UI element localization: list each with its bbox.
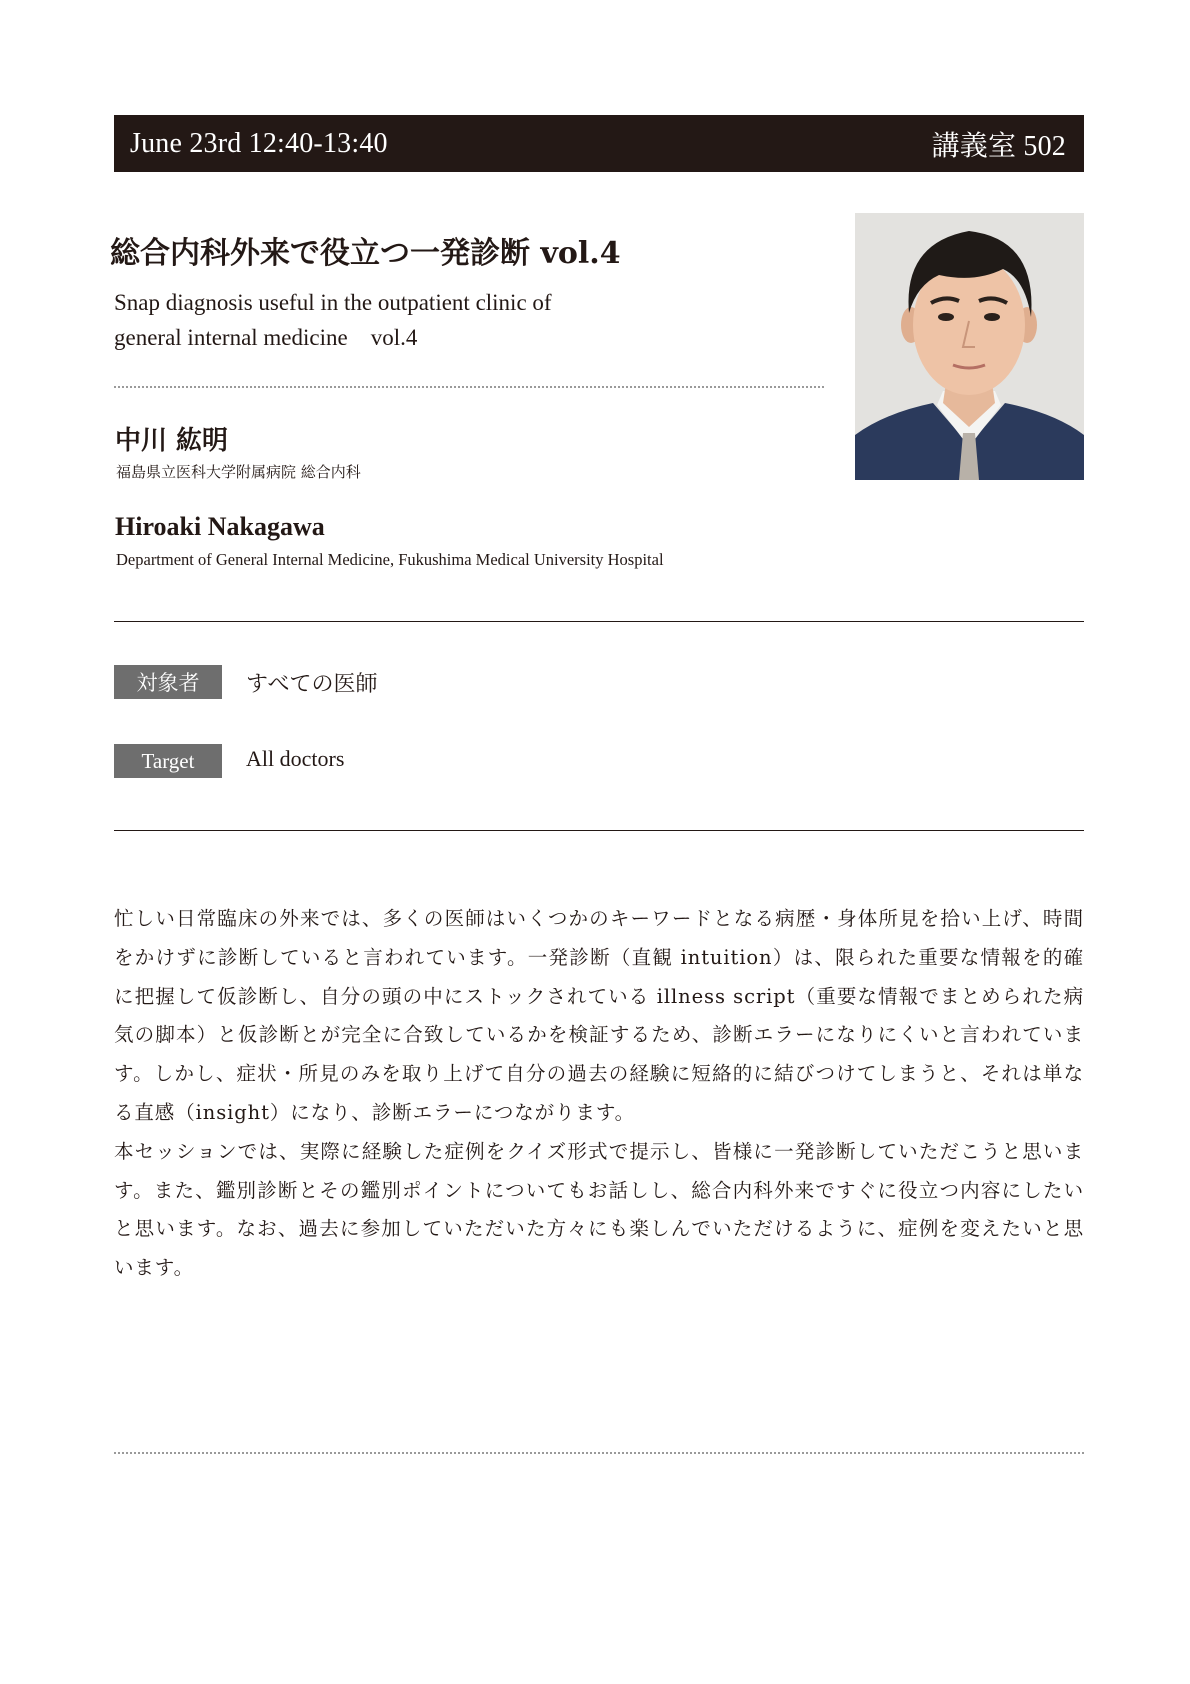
dotted-divider-top	[114, 386, 824, 388]
target-label-ja: 対象者	[114, 665, 222, 699]
description-paragraph-2: 本セッションでは、実際に経験した症例をクイズ形式で提示し、皆様に一発診断していただこうと思います。また、鑑別診断とその鑑別ポイントについてもお話しし、総合内科外来ですぐに役立つ内容にしたいと思います。なお、過去に参加していただいた方々にも楽しんでいただけるように、症例を変えたいと思います。	[114, 1139, 1084, 1280]
session-datetime: June 23rd 12:40-13:40	[130, 127, 388, 159]
divider-line-lower	[114, 830, 1084, 831]
session-room: 講義室 502	[931, 130, 1066, 162]
dotted-divider-bottom	[114, 1452, 1084, 1454]
speaker-photo	[855, 213, 1084, 480]
lecture-title-en-line2: general internal medicine vol.4	[114, 325, 418, 350]
lecture-title-ja: 総合内科外来で役立つ一発診断 vol.4	[110, 236, 621, 271]
divider-line-upper	[114, 621, 1084, 622]
speaker-affiliation-en: Department of General Internal Medicine, Fukushima Medical University Hospital	[116, 550, 664, 569]
speaker-portrait-illustration	[855, 213, 1084, 480]
session-header-bar	[114, 115, 1084, 172]
description-paragraph-1: 忙しい日常臨床の外来では、多くの医師はいくつかのキーワードとなる病歴・身体所見を拾い上げ、時間をかけずに診断していると言われています。一発診断（直観 intuition）は、限られた重要な情報を的確に把握して仮診断し、自分の頭の中にストックされている illness script（重要な情報でまとめられた病気の脚本）と仮診断とが完全に合致しているかを検証するため、診断エラーになりにくいと言われています。しかし、症状・所見のみを取り上げて自分の過去の経験に短絡的に結びつけてしまうと、それは単なる直感（insight）になり、診断エラーにつながります。	[114, 907, 1084, 1124]
lecture-title-en-line1: Snap diagnosis useful in the outpatient clinic of	[114, 290, 552, 315]
speaker-name-en: Hiroaki Nakagawa	[115, 512, 325, 541]
lecture-title-en	[114, 285, 552, 355]
session-description	[114, 900, 1084, 1288]
speaker-affiliation-ja: 福島県立医科大学附属病院 総合内科	[116, 463, 361, 481]
speaker-name-ja: 中川 紘明	[115, 426, 229, 456]
target-value-ja: すべての医師	[246, 671, 378, 696]
target-value-en: All doctors	[246, 746, 345, 771]
target-label-en: Target	[114, 744, 222, 778]
